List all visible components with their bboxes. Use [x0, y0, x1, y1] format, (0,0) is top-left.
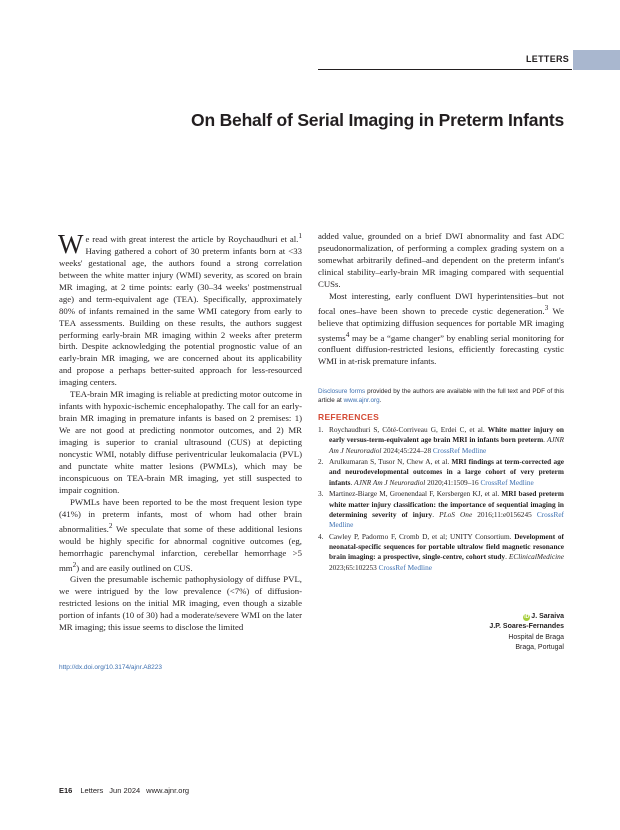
references-heading: REFERENCES — [318, 412, 380, 422]
reference-item: 2. Arulkumaran S, Tusor N, Chew A, et al. MRI findings at term-corrected age and neurodevelopmental outcomes in a large cohort of very preterm infants. AJNR Am J Neuroradiol 2020;41:1509–16 CrossRef Medline — [318, 457, 564, 487]
paragraph-6: Most interesting, early confluent DWI hyperintensities–but not focal ones–have been shown to precede cystic degeneration.$^3$ We believe that optimizing diffusion sequences for portable MR imaging systems$^4$ may be a “game changer” by enabling serial monitoring for confluent diffusion-restricted lesions, efficiently forecasting cystic WMI in at-risk premature infants. — [318, 290, 564, 367]
citation-4[interactable]: 4 — [345, 330, 350, 339]
section-color-block — [573, 50, 620, 70]
drop-cap: W — [58, 229, 84, 259]
paragraph-5: added value, grounded on a brief DWI abnormality and fast ADC pseudonormalization, of performing a complex grading system on a somewhat arbitrarily defined–and dependent on the preterm infant's clinical stability–early-brain MR imaging compared with sequential CUSs. — [318, 231, 564, 289]
footer-site: www.ajnr.org — [146, 786, 190, 795]
journal-site-link[interactable]: www.ajnr.org — [343, 397, 380, 404]
orcid-icon[interactable]: iD — [524, 614, 530, 620]
section-rule — [318, 69, 572, 70]
paragraph-4: Given the presumable ischemic pathophysiology of diffuse PVL, we were intrigued by the low prevalence (<7%) of diffusion-restricted lesions on the initial MR imaging, even though a sizable portion of infants (10 of 30) had a moderate/severe WMI on the later MR imaging; this issue seems to disclose the limited — [59, 574, 302, 633]
reference-item: 4. Cawley P, Padormo F, Cromb D, et al; UNITY Consortium. Development of neonatal-specific sequences for portable ultralow field magnetic resonance brain imaging: a prospective, single-centre, cohort study. EClinicalMedicine 2023;65:102253 CrossRef Medline — [318, 531, 565, 572]
citation-2[interactable]: 2 — [108, 521, 113, 530]
crossref-medline-link[interactable]: CrossRef Medline — [329, 509, 564, 530]
paragraph-3: PWMLs have been reported to be the most frequent lesion type (41%) in preterm infants, most of whom had other brain abnormalities.$^2$ We speculate that some of these additional lesions would be highly specific for abnormal cognitive outcomes (eg, hemorrhagic parenchymal infarction, cerebellar hemorrhage >5 $mm^2$) and are easily outlined on CUS. — [59, 496, 302, 573]
crossref-medline-link[interactable]: CrossRef Medline — [432, 445, 487, 455]
section-label: LETTERS — [526, 54, 570, 64]
footer-date: Jun 2024 — [109, 786, 141, 795]
author-block — [489, 612, 564, 654]
article-title: On Behalf of Serial Imaging in Preterm Infants — [191, 110, 564, 130]
paragraph-1: We read with great interest the article by Roychaudhuri et al.$^1$ Having gathered a cohort of 30 preterm infants born at <33 weeks' gestational age, the authors found a strong correlation between the white matter injury (WMI) severity, as scored on brain MR imaging, at 2 time points: early (30–34 weeks' postmenstrual age) and term-equivalent age (TEA). Specifically, approximately 80% of infants remained in the same WMI category from early to TEA assessments. Building on these results, the authors suggest performing early-brain MR imaging within 2 weeks after preterm birth. Despite acknowledging the potential prognostic value of an early-brain MR imaging, we are concerned about its applicability and propose a perhaps better-suited approach for less-resourced imaging centers. — [58, 229, 302, 388]
citation-3[interactable]: 3 — [544, 303, 549, 312]
squared-superscript: 2 — [72, 560, 77, 569]
location: Braga, Portugal — [515, 644, 564, 652]
crossref-medline-link[interactable]: CrossRef Medline — [480, 477, 534, 487]
body-right-column — [318, 231, 564, 368]
reference-item: 1. Roychaudhuri S, Côté-Corriveau G, Erdei C, et al. White matter injury on early versus-term-equivalent age brain MRI in infants born preterm. AJNR Am J Neuroradiol 2024;45:224–28 CrossRef Medline — [318, 425, 564, 455]
reference-item: 3. Martinez-Biarge M, Groenendaal F, Kersbergen KJ, et al. MRI based preterm white matter injury classification: the importance of sequential imaging in determining severity of injury. PLoS One 2016;11:e0156245 CrossRef Medline — [318, 489, 564, 530]
author-name: J. Saraiva — [531, 613, 564, 620]
citation-1[interactable]: 1 — [298, 232, 302, 240]
disclosure-forms-link[interactable]: Disclosure forms — [318, 388, 366, 395]
page-number: E16 — [59, 786, 73, 795]
doi-link[interactable]: http://dx.doi.org/10.3174/ajnr.A8223 — [59, 664, 162, 671]
affiliation: Hospital de Braga — [508, 633, 564, 641]
page-footer — [59, 786, 195, 795]
crossref-medline-link[interactable]: CrossRef Medline — [378, 562, 432, 572]
references-list — [318, 425, 564, 574]
body-left-column — [59, 231, 302, 634]
paragraph-2: TEA-brain MR imaging is reliable at predicting motor outcome in infants with hypoxic-ischemic encephalopathy. The call for an early-brain MR imaging in premature infants is based on 2 premises: 1) We are not good at predicting nonmotor outcomes, and 2) MR imaging is superior to cranial ultrasound (CUS) at depicting noncystic WMI, notably diffuse periventricular leukomalacia (PVL) and punctate white matter lesions (PWMLs), which may be inconspicuous on TEA-brain MR imaging, yet still suspected to impair cognition. — [59, 389, 302, 495]
disclosure-note: Disclosure forms provided by the authors are available with the full text and PDF of this article at www.ajnr.org. — [318, 388, 564, 404]
author-name: J.P. Soares-Fernandes — [489, 623, 564, 631]
footer-section: Letters — [80, 786, 104, 795]
